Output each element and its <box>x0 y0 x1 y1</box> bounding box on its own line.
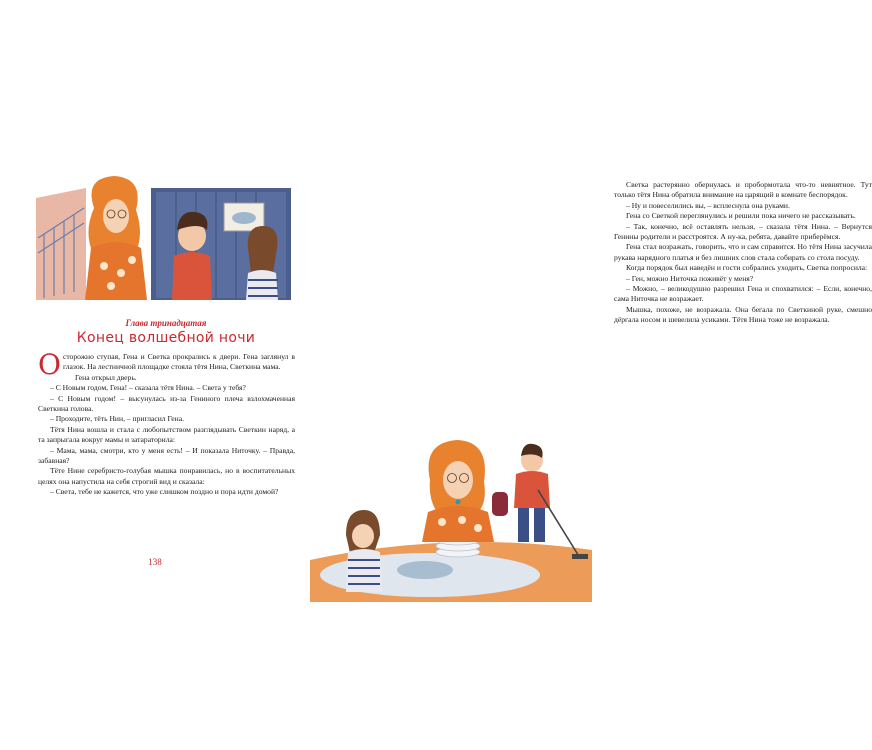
paragraph: Гена открыл дверь. <box>74 372 137 382</box>
paragraph: – С Новым годом, Гена! – сказала тётя Нина. – Света у тебя? <box>50 383 246 393</box>
chapter-title: Конец волшебной ночи <box>76 330 256 346</box>
paragraph: – Можно, – великодушно разрешил Гена и спохватился: – Если, конечно, сама Ниточка не возражает. <box>614 284 872 304</box>
paragraph: Осторожно ступая, Гена и Светка прокрались к двери. Гена заглянул в глазок. На лестничной площадке стояла тётя Нина, Светкина мама. <box>38 348 295 381</box>
cleanup-illustration <box>310 440 592 602</box>
paragraph: Гена со Светкой переглянулись и решили пока ничего не рассказывать. <box>626 211 856 221</box>
paragraph: Светка растерянно обернулась и пробормотала что-то невнятное. Тут только тётя Нина обратила внимание на царящий в комнате беспорядок. <box>614 180 872 200</box>
left-page-text <box>38 348 295 498</box>
right-page-text <box>614 180 872 326</box>
right-page <box>300 0 872 750</box>
paragraph: – Ну и повеселились вы, – всплеснула она руками. <box>626 200 790 210</box>
paragraph: Гена стал возражать, говорить, что и сам справится. Но тётя Нина засучила рукава нарядного платья и без лишних слов стала собирать со стола посуду. <box>614 242 872 262</box>
page-number: 138 <box>148 557 162 567</box>
paragraph: – Ген, можно Ниточка поживёт у меня? <box>626 273 754 283</box>
paragraph: Мышка, похоже, не возражала. Она бегала по Светкиной руке, смешно дёргала носом и шевелила усиками. Тётя Нина тоже не возражала. <box>614 304 872 325</box>
paragraph: Когда порядок был наведён и гости собрались уходить, Светка попросила: <box>626 263 868 273</box>
paragraph: – С Новым годом! – высунулась из-за Гениного плеча взлохмаченная Светкина голова. <box>38 393 295 414</box>
chapter-label: Глава тринадцатая <box>125 318 207 328</box>
doorway-illustration <box>36 178 294 300</box>
paragraph: Тётя Нина вошла и стала с любопытством разглядывать Светкин наряд, а та запрыгала вокруг мамы и затараторила: <box>38 424 295 445</box>
paragraph: – Мама, мама, смотри, кто у меня есть! – И показала Ниточку. – Правда, забавная? <box>38 445 295 466</box>
paragraph: Тёте Нине серебристо-голубая мышка понравилась, но в воспитательных целях она напустила на себя строгий вид и сказала: <box>38 466 295 486</box>
paragraph: – Так, конечно, всё оставлять нельзя, – сказала тётя Нина. – Вернутся Генины родители и расстроятся. А ну-ка, ребята, давайте приберёмся. <box>614 221 872 242</box>
left-page <box>0 0 300 750</box>
drop-cap: О <box>38 348 61 381</box>
paragraph: – Проходите, тёть Нин, – пригласил Гена. <box>50 414 185 424</box>
paragraph: – Света, тебе не кажется, что уже слишком поздно и пора идти домой? <box>50 487 279 497</box>
